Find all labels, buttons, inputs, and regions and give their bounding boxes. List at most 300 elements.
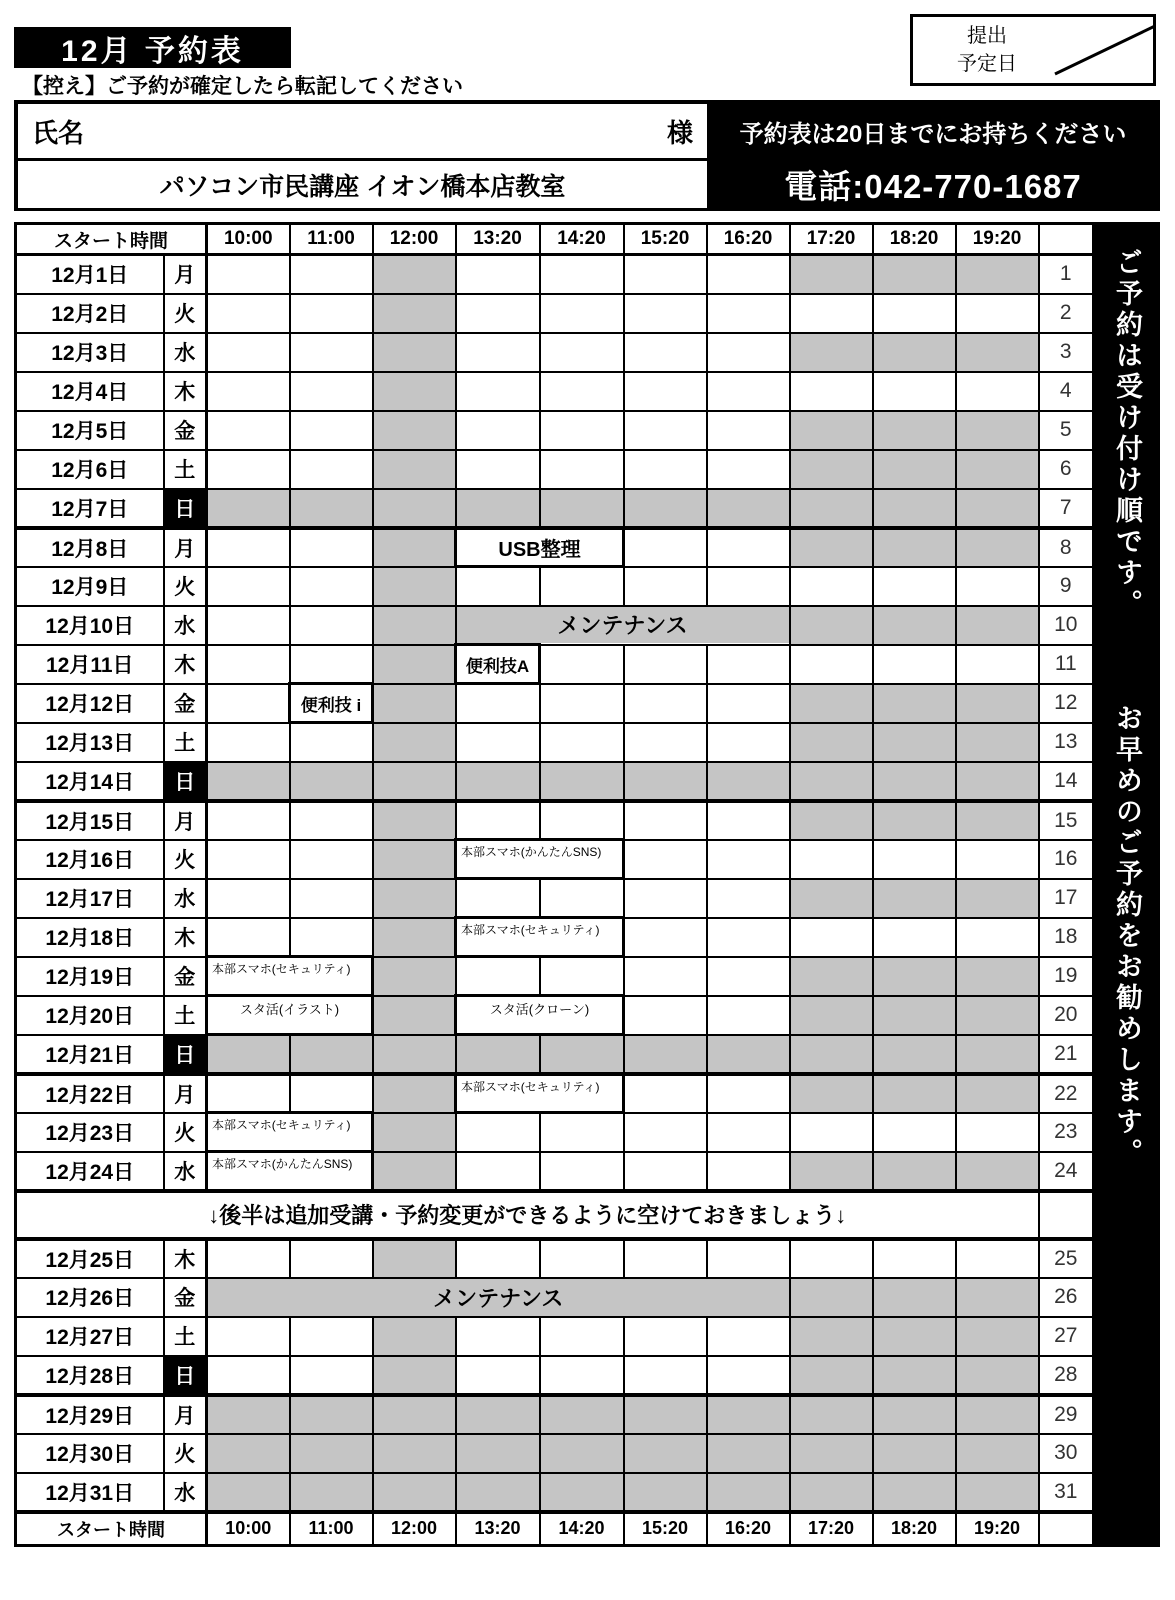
closed-slot-cell — [790, 1278, 873, 1317]
date-cell: 12月25日 — [16, 1239, 164, 1278]
row-number: 7 — [1039, 489, 1094, 528]
closed-slot-cell — [456, 1035, 540, 1074]
closed-slot-cell — [540, 1434, 624, 1473]
open-slot-cell — [456, 255, 540, 294]
closed-slot-cell — [956, 1152, 1039, 1191]
open-slot-cell — [540, 567, 624, 606]
open-slot-cell — [707, 1239, 790, 1278]
open-slot-cell — [956, 372, 1039, 411]
table-row — [16, 333, 1094, 372]
open-slot-cell — [207, 1356, 290, 1395]
table-row — [16, 606, 1094, 645]
closed-slot-cell — [207, 1434, 290, 1473]
time-header: 11:00 — [290, 1512, 373, 1546]
table-row — [16, 684, 1094, 723]
open-slot-cell — [207, 801, 290, 840]
row-number-header — [1039, 1512, 1094, 1546]
day-cell: 土 — [164, 1317, 207, 1356]
table-row — [16, 1074, 1094, 1113]
table-row — [16, 879, 1094, 918]
name-field — [18, 104, 710, 161]
open-slot-cell — [873, 1239, 956, 1278]
closed-slot-cell — [373, 684, 456, 723]
closed-slot-cell — [956, 528, 1039, 567]
date-cell: 12月28日 — [16, 1356, 164, 1395]
closed-slot-cell — [373, 1356, 456, 1395]
row-number: 19 — [1039, 957, 1094, 996]
day-cell: 金 — [164, 957, 207, 996]
closed-slot-cell — [373, 996, 456, 1035]
time-header-row — [16, 1512, 1094, 1546]
row-number: 15 — [1039, 801, 1094, 840]
open-slot-cell — [956, 294, 1039, 333]
open-slot-cell — [707, 1317, 790, 1356]
open-slot-cell — [624, 372, 707, 411]
submit-line2: 予定日 — [957, 53, 1017, 75]
open-slot-cell — [707, 1113, 790, 1152]
closed-slot-cell — [790, 1395, 873, 1434]
open-slot-cell — [540, 1317, 624, 1356]
event-cell: 本部スマホ(かんたんSNS) — [456, 840, 624, 879]
open-slot-cell — [707, 801, 790, 840]
open-slot-cell — [207, 294, 290, 333]
closed-slot-cell — [540, 1395, 624, 1434]
day-cell: 月 — [164, 1395, 207, 1434]
row-number: 31 — [1039, 1473, 1094, 1512]
row-number-header — [1039, 224, 1094, 255]
time-header: 18:20 — [873, 1512, 956, 1546]
date-cell: 12月10日 — [16, 606, 164, 645]
open-slot-cell — [540, 450, 624, 489]
date-cell: 12月4日 — [16, 372, 164, 411]
side-note-1: ご予約は受け付け順です。 — [1112, 248, 1142, 620]
closed-slot-cell — [873, 1317, 956, 1356]
closed-slot-cell — [373, 255, 456, 294]
open-slot-cell — [290, 450, 373, 489]
table-row — [16, 1473, 1094, 1512]
closed-slot-cell — [373, 450, 456, 489]
day-cell: 木 — [164, 918, 207, 957]
open-slot-cell — [873, 645, 956, 684]
closed-slot-cell — [373, 294, 456, 333]
open-slot-cell — [624, 957, 707, 996]
open-slot-cell — [207, 723, 290, 762]
day-cell: 火 — [164, 294, 207, 333]
open-slot-cell — [956, 918, 1039, 957]
date-cell: 12月2日 — [16, 294, 164, 333]
row-number: 11 — [1039, 645, 1094, 684]
open-slot-cell — [290, 1317, 373, 1356]
open-slot-cell — [624, 1074, 707, 1113]
open-slot-cell — [624, 1239, 707, 1278]
day-cell: 土 — [164, 450, 207, 489]
open-slot-cell — [290, 333, 373, 372]
closed-slot-cell — [790, 879, 873, 918]
open-slot-cell — [790, 1239, 873, 1278]
table-row — [16, 723, 1094, 762]
open-slot-cell — [456, 372, 540, 411]
open-slot-cell — [290, 840, 373, 879]
day-cell: 金 — [164, 411, 207, 450]
open-slot-cell — [456, 411, 540, 450]
closed-slot-cell — [790, 1074, 873, 1113]
open-slot-cell — [707, 996, 790, 1035]
closed-slot-cell — [456, 489, 540, 528]
row-number: 9 — [1039, 567, 1094, 606]
closed-slot-cell — [873, 1473, 956, 1512]
closed-slot-cell — [373, 723, 456, 762]
day-cell: 月 — [164, 255, 207, 294]
open-slot-cell — [624, 1152, 707, 1191]
maintenance-cell: メンテナンス — [207, 1278, 790, 1317]
open-slot-cell — [290, 723, 373, 762]
row-number: 10 — [1039, 606, 1094, 645]
closed-slot-cell — [373, 333, 456, 372]
open-slot-cell — [790, 294, 873, 333]
open-slot-cell — [456, 684, 540, 723]
open-slot-cell — [456, 1152, 540, 1191]
open-slot-cell — [290, 879, 373, 918]
time-header: 16:20 — [707, 224, 790, 255]
open-slot-cell — [207, 606, 290, 645]
closed-slot-cell — [790, 333, 873, 372]
closed-slot-cell — [373, 840, 456, 879]
row-number: 3 — [1039, 333, 1094, 372]
table-row — [16, 996, 1094, 1035]
open-slot-cell — [624, 1113, 707, 1152]
open-slot-cell — [290, 918, 373, 957]
row-number: 6 — [1039, 450, 1094, 489]
table-row — [16, 1278, 1094, 1317]
closed-slot-cell — [790, 528, 873, 567]
closed-slot-cell — [956, 450, 1039, 489]
closed-slot-cell — [956, 762, 1039, 801]
closed-slot-cell — [873, 411, 956, 450]
open-slot-cell — [956, 1239, 1039, 1278]
table-row — [16, 1035, 1094, 1074]
closed-slot-cell — [956, 996, 1039, 1035]
table-row — [16, 762, 1094, 801]
row-number: 5 — [1039, 411, 1094, 450]
date-cell: 12月8日 — [16, 528, 164, 567]
open-slot-cell — [540, 1356, 624, 1395]
closed-slot-cell — [540, 489, 624, 528]
open-slot-cell — [707, 411, 790, 450]
date-cell: 12月23日 — [16, 1113, 164, 1152]
open-slot-cell — [207, 840, 290, 879]
closed-slot-cell — [790, 489, 873, 528]
open-slot-cell — [540, 1239, 624, 1278]
open-slot-cell — [624, 255, 707, 294]
open-slot-cell — [790, 1113, 873, 1152]
open-slot-cell — [707, 957, 790, 996]
day-cell: 水 — [164, 333, 207, 372]
open-slot-cell — [540, 372, 624, 411]
open-slot-cell — [207, 1074, 290, 1113]
open-slot-cell — [873, 1113, 956, 1152]
date-cell: 12月18日 — [16, 918, 164, 957]
open-slot-cell — [290, 645, 373, 684]
open-slot-cell — [956, 567, 1039, 606]
date-cell: 12月21日 — [16, 1035, 164, 1074]
time-header: 19:20 — [956, 1512, 1039, 1546]
event-cell: 本部スマホ(セキュリティ) — [207, 1113, 373, 1152]
open-slot-cell — [456, 450, 540, 489]
table-row — [16, 957, 1094, 996]
slash-line — [1047, 17, 1153, 83]
time-header: 17:20 — [790, 1512, 873, 1546]
open-slot-cell — [207, 528, 290, 567]
open-slot-cell — [540, 411, 624, 450]
row-number: 26 — [1039, 1278, 1094, 1317]
time-header: 18:20 — [873, 224, 956, 255]
table-row — [16, 1113, 1094, 1152]
open-slot-cell — [290, 567, 373, 606]
closed-slot-cell — [790, 762, 873, 801]
closed-slot-cell — [456, 1473, 540, 1512]
info-box — [14, 100, 1160, 211]
open-slot-cell — [540, 294, 624, 333]
closed-slot-cell — [790, 1356, 873, 1395]
open-slot-cell — [956, 1113, 1039, 1152]
day-cell: 木 — [164, 372, 207, 411]
table-row — [16, 1317, 1094, 1356]
side-banner — [1095, 222, 1160, 1547]
closed-slot-cell — [707, 1035, 790, 1074]
date-cell: 12月14日 — [16, 762, 164, 801]
closed-slot-cell — [290, 762, 373, 801]
closed-slot-cell — [207, 1473, 290, 1512]
closed-slot-cell — [707, 762, 790, 801]
start-time-header: スタート時間 — [16, 1512, 207, 1546]
maintenance-cell: メンテナンス — [456, 606, 790, 645]
open-slot-cell — [456, 801, 540, 840]
event-cell: 便利技A — [456, 645, 540, 684]
time-header: 16:20 — [707, 1512, 790, 1546]
day-cell: 金 — [164, 1278, 207, 1317]
closed-slot-cell — [373, 645, 456, 684]
closed-slot-cell — [707, 489, 790, 528]
date-cell: 12月1日 — [16, 255, 164, 294]
closed-slot-cell — [956, 957, 1039, 996]
date-cell: 12月13日 — [16, 723, 164, 762]
closed-slot-cell — [873, 450, 956, 489]
open-slot-cell — [873, 372, 956, 411]
closed-slot-cell — [956, 606, 1039, 645]
event-cell: USB整理 — [456, 528, 624, 567]
open-slot-cell — [540, 645, 624, 684]
event-cell: 本部スマホ(セキュリティ) — [456, 1074, 624, 1113]
open-slot-cell — [707, 294, 790, 333]
date-cell: 12月9日 — [16, 567, 164, 606]
submit-date-label — [913, 17, 1047, 83]
table-row — [16, 1434, 1094, 1473]
closed-slot-cell — [873, 1278, 956, 1317]
closed-slot-cell — [373, 1035, 456, 1074]
closed-slot-cell — [873, 684, 956, 723]
mid-note-row — [16, 1191, 1094, 1239]
open-slot-cell — [290, 294, 373, 333]
open-slot-cell — [707, 684, 790, 723]
closed-slot-cell — [790, 1035, 873, 1074]
closed-slot-cell — [873, 1395, 956, 1434]
open-slot-cell — [207, 450, 290, 489]
open-slot-cell — [624, 723, 707, 762]
open-slot-cell — [290, 1356, 373, 1395]
row-number: 8 — [1039, 528, 1094, 567]
time-header: 19:20 — [956, 224, 1039, 255]
row-number: 25 — [1039, 1239, 1094, 1278]
row-number: 24 — [1039, 1152, 1094, 1191]
date-cell: 12月5日 — [16, 411, 164, 450]
day-cell: 水 — [164, 606, 207, 645]
open-slot-cell — [207, 333, 290, 372]
date-cell: 12月27日 — [16, 1317, 164, 1356]
open-slot-cell — [624, 801, 707, 840]
open-slot-cell — [707, 645, 790, 684]
closed-slot-cell — [540, 762, 624, 801]
table-row — [16, 489, 1094, 528]
closed-slot-cell — [956, 1035, 1039, 1074]
table-row — [16, 801, 1094, 840]
time-header: 13:20 — [456, 1512, 540, 1546]
closed-slot-cell — [873, 489, 956, 528]
open-slot-cell — [540, 723, 624, 762]
day-cell: 月 — [164, 801, 207, 840]
event-cell: 本部スマホ(セキュリティ) — [456, 918, 624, 957]
day-cell: 水 — [164, 1152, 207, 1191]
event-cell: 本部スマホ(かんたんSNS) — [207, 1152, 373, 1191]
table-row — [16, 294, 1094, 333]
day-cell: 火 — [164, 1434, 207, 1473]
time-header: 10:00 — [207, 224, 290, 255]
start-time-header: スタート時間 — [16, 224, 207, 255]
closed-slot-cell — [956, 684, 1039, 723]
page-title: 12月 予約表 — [14, 27, 291, 68]
closed-slot-cell — [373, 957, 456, 996]
open-slot-cell — [873, 840, 956, 879]
closed-slot-cell — [373, 762, 456, 801]
closed-slot-cell — [790, 1434, 873, 1473]
open-slot-cell — [790, 645, 873, 684]
closed-slot-cell — [290, 1434, 373, 1473]
closed-slot-cell — [873, 333, 956, 372]
closed-slot-cell — [956, 1317, 1039, 1356]
closed-slot-cell — [956, 1356, 1039, 1395]
closed-slot-cell — [373, 1074, 456, 1113]
event-cell: スタ活(イラスト) — [207, 996, 373, 1035]
day-cell: 日 — [164, 1356, 207, 1395]
closed-slot-cell — [456, 1395, 540, 1434]
open-slot-cell — [707, 1074, 790, 1113]
day-cell: 木 — [164, 1239, 207, 1278]
open-slot-cell — [207, 684, 290, 723]
closed-slot-cell — [373, 1434, 456, 1473]
open-slot-cell — [790, 840, 873, 879]
date-cell: 12月19日 — [16, 957, 164, 996]
time-header: 12:00 — [373, 1512, 456, 1546]
open-slot-cell — [707, 723, 790, 762]
closed-slot-cell — [956, 489, 1039, 528]
open-slot-cell — [540, 684, 624, 723]
day-cell: 火 — [164, 840, 207, 879]
open-slot-cell — [624, 567, 707, 606]
open-slot-cell — [707, 255, 790, 294]
date-cell: 12月6日 — [16, 450, 164, 489]
closed-slot-cell — [790, 1152, 873, 1191]
open-slot-cell — [207, 372, 290, 411]
row-number: 13 — [1039, 723, 1094, 762]
closed-slot-cell — [707, 1395, 790, 1434]
closed-slot-cell — [540, 1035, 624, 1074]
open-slot-cell — [624, 1356, 707, 1395]
date-cell: 12月22日 — [16, 1074, 164, 1113]
open-slot-cell — [207, 918, 290, 957]
time-header: 13:20 — [456, 224, 540, 255]
open-slot-cell — [456, 333, 540, 372]
side-banner-text — [1108, 248, 1147, 1533]
closed-slot-cell — [873, 957, 956, 996]
closed-slot-cell — [624, 1473, 707, 1512]
day-cell: 土 — [164, 996, 207, 1035]
closed-slot-cell — [373, 1395, 456, 1434]
closed-slot-cell — [790, 255, 873, 294]
day-cell: 火 — [164, 1113, 207, 1152]
closed-slot-cell — [373, 567, 456, 606]
date-cell: 12月7日 — [16, 489, 164, 528]
closed-slot-cell — [456, 762, 540, 801]
closed-slot-cell — [873, 528, 956, 567]
row-number: 27 — [1039, 1317, 1094, 1356]
closed-slot-cell — [790, 801, 873, 840]
closed-slot-cell — [956, 1074, 1039, 1113]
row-number: 16 — [1039, 840, 1094, 879]
open-slot-cell — [540, 1152, 624, 1191]
open-slot-cell — [790, 372, 873, 411]
row-number: 14 — [1039, 762, 1094, 801]
table-row — [16, 567, 1094, 606]
closed-slot-cell — [373, 1152, 456, 1191]
open-slot-cell — [707, 840, 790, 879]
open-slot-cell — [290, 606, 373, 645]
open-slot-cell — [707, 1152, 790, 1191]
table-row — [16, 528, 1094, 567]
closed-slot-cell — [540, 1473, 624, 1512]
row-number: 2 — [1039, 294, 1094, 333]
closed-slot-cell — [373, 606, 456, 645]
deadline-notice: 予約表は20日までにお持ちください — [710, 104, 1156, 161]
closed-slot-cell — [373, 1473, 456, 1512]
honorific-label: 様 — [666, 117, 693, 148]
row-number: 22 — [1039, 1074, 1094, 1113]
time-header-row — [16, 224, 1094, 255]
closed-slot-cell — [624, 1434, 707, 1473]
row-number: 17 — [1039, 879, 1094, 918]
closed-slot-cell — [790, 606, 873, 645]
time-header: 14:20 — [540, 224, 624, 255]
closed-slot-cell — [956, 1473, 1039, 1512]
time-header: 15:20 — [624, 224, 707, 255]
closed-slot-cell — [873, 762, 956, 801]
date-cell: 12月3日 — [16, 333, 164, 372]
open-slot-cell — [707, 333, 790, 372]
open-slot-cell — [290, 1074, 373, 1113]
open-slot-cell — [290, 528, 373, 567]
open-slot-cell — [456, 723, 540, 762]
date-cell: 12月30日 — [16, 1434, 164, 1473]
closed-slot-cell — [873, 606, 956, 645]
closed-slot-cell — [956, 255, 1039, 294]
